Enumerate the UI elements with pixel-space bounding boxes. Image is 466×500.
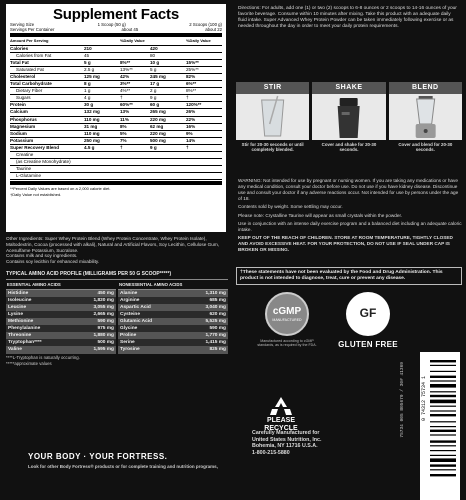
facts-row [10, 117, 222, 124]
facts-cell-db: 6%** [186, 81, 197, 87]
amino-name: Aspartic Acid [120, 304, 151, 310]
step-blend-caption: Cover and blend for 20-30 seconds. [398, 142, 453, 153]
facts-cell-a: 4 g [84, 95, 91, 101]
facts-cell-b: 265 mg [150, 109, 166, 115]
facts-cell-name: Dietary Fiber [16, 88, 43, 94]
supplement-facts-panel [6, 4, 226, 232]
amino-name: Arginine [120, 297, 140, 303]
brand-tagline-sub: Look for other Body Fortress® products or for complete training and nutrition programs, [28, 464, 218, 469]
facts-title: Supplement Facts [53, 6, 179, 23]
facts-cell-da: 8%** [120, 59, 131, 65]
allergen-statement: Contains milk and soy ingredients. [6, 253, 78, 259]
lecithin-statement: Contains soy lecithin for enhanced mixability. [6, 259, 100, 265]
amino-name: Valine [8, 347, 22, 353]
amino-name: Phenylalanine [8, 326, 41, 332]
facts-cell-name: Creatine [16, 152, 34, 157]
facts-cell-a: 8 g [84, 81, 91, 87]
amino-row [6, 339, 116, 346]
facts-cell-a: 210 [84, 45, 92, 51]
facts-cell-da: 5% [120, 130, 127, 136]
facts-cell-a: 110 mg [84, 130, 100, 136]
facts-cell-da: † [120, 95, 123, 101]
facts-cell-name: Taurine [16, 166, 32, 172]
cgmp-note: Manufactured according to cGMP standards, as is required by the FDA. [257, 339, 317, 348]
amino-row [118, 339, 228, 346]
facts-row [10, 95, 222, 102]
amino-value: 1,595 mg [93, 347, 114, 353]
amino-value: 1,820 mg [93, 297, 114, 303]
facts-cell-a: 2.5 g [84, 66, 95, 72]
facts-cell-da: 3%** [120, 81, 131, 87]
facts-cell-db [186, 166, 216, 172]
maker-line-3: Bohemia, NY 11716 U.S.A. [252, 443, 318, 449]
facts-row [10, 102, 222, 109]
amino-value: 2,665 mg [93, 311, 114, 317]
facts-cell-db: † [186, 95, 189, 101]
serving-one: 1 Scoop (50 g) [97, 22, 126, 27]
facts-cell-db: 15%** [186, 59, 199, 65]
nonessential-column [118, 282, 228, 354]
amino-name: Glutamic Acid [120, 319, 153, 325]
barcode [400, 352, 460, 500]
recycle-badge [250, 395, 312, 433]
facts-row [10, 81, 222, 88]
facts-cell-da [120, 53, 150, 59]
barcode-bar [430, 365, 456, 366]
facts-cell-a: 1 g [84, 88, 91, 94]
facts-row [10, 74, 222, 81]
cgmp-big: cGMP [272, 306, 302, 318]
amino-name: Tyrosine [120, 347, 140, 353]
amino-value: 825 mg [209, 347, 226, 353]
amino-footnote-2: *****approximate values [6, 361, 52, 367]
facts-cell-db: 8%** [186, 88, 197, 94]
facts-cell-da: 8% [120, 123, 127, 129]
settling-note: Contents sold by weight. Some settling may occur. [238, 204, 343, 210]
facts-cell-b: 5 g [150, 66, 157, 72]
facts-row [10, 166, 222, 173]
facts-cell-name: Total Fat [10, 59, 29, 65]
barcode-bar [430, 450, 456, 451]
barcode-bar [430, 360, 456, 362]
nonessential-header: NONESSENTIAL AMINO ACIDS [118, 282, 228, 290]
facts-cell-b: 500 mg [150, 137, 166, 143]
facts-cell-db: 22% [186, 116, 196, 122]
facts-column-header [10, 38, 222, 46]
facts-cell-da [120, 46, 150, 52]
facts-cell-b: 420 [150, 45, 158, 51]
col-dv-a: %Daily Value [120, 38, 145, 43]
directions-text: Directions: For adults, add one (1) or two (2) scoops to 6-8 ounces or 2 scoops to 14-16 ounces of your favorite beverage. Consume within 10 minutes after mixing. Take this product with an adequate daily fluid intake. Super Advanced Whey Protein Powder can be taken immediately following exercise or as needed throughout the day in order to meet your daily protein requirements. [238, 6, 457, 30]
facts-row [10, 173, 222, 180]
facts-cell-name: Cholesterol [10, 73, 36, 79]
facts-cell-da: 42% [120, 73, 130, 79]
ingredients-block [6, 236, 228, 265]
step-stir-label: STIR [236, 82, 309, 94]
shaker-bottle-icon [312, 94, 385, 140]
gf-mark: GF [359, 306, 377, 321]
facts-cell-da: 13%** [120, 66, 133, 72]
manufacturer-info [252, 430, 412, 456]
facts-cell-name: Protein [10, 102, 26, 108]
amino-row [118, 318, 228, 325]
amino-name: Lysine [8, 311, 24, 317]
facts-cell-da [120, 159, 150, 165]
amino-row [118, 311, 228, 318]
recycle-icon [268, 395, 294, 417]
amino-name: Leucine [8, 304, 27, 310]
facts-cell-da: 13% [120, 109, 130, 115]
facts-cell-da [120, 173, 150, 179]
facts-row [10, 53, 222, 60]
facts-cell-b: 9 g [150, 95, 157, 101]
cgmp-seal-icon [265, 292, 309, 336]
amino-row [118, 332, 228, 339]
amino-name: Methionine [8, 319, 34, 325]
col-b [150, 39, 186, 44]
facts-cell-da: 7% [120, 137, 127, 143]
barcode-bar [430, 414, 456, 416]
facts-cell-db [186, 46, 216, 52]
facts-cell-name: Total Carbohydrate [10, 81, 52, 87]
facts-cell-b [150, 152, 186, 158]
barcode-bar [430, 376, 456, 378]
amino-value: 590 mg [209, 326, 226, 332]
maker-line-2: United States Nutrition, Inc. [252, 436, 322, 443]
facts-cell-name: Saturated Fat [16, 66, 44, 72]
cgmp-badge [254, 292, 320, 348]
barcode-bar [430, 455, 456, 456]
facts-cell-name: Calcium [10, 109, 28, 115]
facts-row [10, 88, 222, 95]
amino-acid-profile [6, 272, 228, 367]
facts-row [10, 152, 222, 159]
barcode-text: 0 74312 75734 1 [421, 376, 427, 422]
facts-cell-a: 132 mg [84, 109, 100, 115]
facts-cell-name: Sugars [16, 95, 31, 101]
facts-cell-b: 220 mg [150, 116, 166, 122]
facts-row [10, 67, 222, 74]
barcode-bar [430, 440, 456, 442]
amino-value: 1,310 mg [205, 290, 226, 296]
gluten-free-label: GLUTEN FREE [338, 340, 398, 349]
facts-row [10, 145, 222, 152]
fda-disclaimer: †These statements have not been evaluated by the Food and Drug Administration. This product is not intended to diagnose, treat, cure or prevent any disease. [236, 267, 462, 285]
serving-two: 2 Scoops (100 g) [189, 22, 222, 27]
essential-column [6, 282, 116, 354]
facts-cell-b: 9 g [150, 144, 157, 150]
barcode-bar [430, 434, 456, 435]
amino-footnote-1: ****L-Tryptophan is naturally occurring. [6, 354, 80, 360]
barcode-bar [430, 421, 456, 422]
facts-cell-name: (as Creatine Monohydrate) [16, 159, 71, 165]
amino-name: Cysteine [120, 311, 140, 317]
facts-cell-name: Magnesium [10, 123, 36, 129]
barcode-code: 75734 005 B05679 / 30# 41369 [400, 362, 405, 438]
facts-cell-b: 220 mg [150, 130, 166, 136]
barcode-bar [430, 430, 456, 432]
step-blend-label: BLEND [389, 82, 462, 94]
essential-header: ESSENTIAL AMINO ACIDS [6, 282, 116, 290]
facts-row [10, 124, 222, 131]
servings-per-container-row [10, 27, 222, 32]
gluten-free-icon [346, 292, 390, 336]
facts-divider-thick [10, 33, 222, 37]
serving-size-label: Serving Size [10, 22, 35, 27]
amino-name: Threonine [8, 333, 32, 339]
barcode-bar [430, 445, 456, 446]
barcode-bar [430, 380, 456, 381]
amino-row [118, 346, 228, 353]
facts-rows [10, 46, 222, 181]
facts-cell-a: 4.5 g [84, 144, 95, 150]
amino-row [6, 304, 116, 311]
amino-row [118, 297, 228, 304]
facts-row [10, 131, 222, 138]
facts-cell-a [84, 152, 120, 158]
facts-cell-db: 16% [186, 123, 196, 129]
per-container-one: about 45 [121, 27, 139, 32]
facts-row [10, 109, 222, 116]
step-stir [236, 82, 309, 176]
facts-cell-b [150, 173, 186, 179]
barcode-bar [430, 384, 456, 388]
other-ingredients: Other Ingredients: Super Whey Protein Blend (Whey Protein Concentrate, Whey Protein Isolate), Maltodextrin, Cocoa (processed with alkali), Natural and Artificial Flavors, Soy Lecithin, Cellulose Gum, Acesulfame Potassium, Sucralose. [6, 236, 220, 253]
facts-cell-db: 120%** [186, 102, 202, 108]
facts-cell-a: 125 mg [84, 73, 100, 79]
usage-note: Use in conjunction with an intense daily exercise program and a balanced diet including an adequate caloric intake. [238, 220, 462, 232]
amino-name: Proline [120, 333, 137, 339]
warnings-block [238, 178, 462, 255]
step-shake [312, 82, 385, 176]
blender-icon [389, 94, 462, 140]
facts-cell-db: 82% [186, 73, 196, 79]
barcode-bar [430, 391, 456, 392]
facts-row [10, 138, 222, 145]
step-blend [389, 82, 462, 176]
amino-row [6, 311, 116, 318]
barcode-bar [430, 371, 456, 372]
facts-cell-a [84, 166, 120, 172]
brand-tagline: YOUR BODY · YOUR FORTRESS. [28, 452, 168, 461]
facts-cell-a [84, 159, 120, 165]
glass-icon [236, 94, 309, 140]
amino-name: Alanine [120, 290, 138, 296]
per-container-two: about 22 [205, 27, 222, 32]
facts-row [10, 159, 222, 166]
facts-row [10, 60, 222, 67]
col-dv-b: %Daily Value [186, 38, 211, 43]
facts-cell-db: 25%** [186, 66, 199, 72]
facts-cell-b: 60 g [150, 102, 160, 108]
facts-cell-a: 250 mg [84, 137, 100, 143]
facts-footnote-1: **Percent Daily Values are based on a 2,000 calorie diet. [10, 186, 111, 192]
barcode-bar [430, 469, 456, 470]
amino-value: 450 mg [97, 290, 114, 296]
per-container-label: Servings Per Container [10, 27, 55, 32]
amino-row [118, 290, 228, 297]
maker-line-1: Carefully Manufactured for [252, 430, 320, 436]
facts-cell-a: 110 mg [84, 116, 100, 122]
barcode-bar [430, 410, 456, 411]
facts-cell-db [186, 53, 216, 59]
facts-cell-name: Calories from Fat [16, 52, 52, 58]
facts-cell-da: 4%** [120, 88, 131, 94]
amino-value: 975 mg [97, 326, 114, 332]
barcode-bar [430, 464, 456, 466]
col-amount: Amount Per Serving [10, 38, 49, 43]
step-stir-caption: Stir for 20-30 seconds or until completely blended. [241, 142, 304, 153]
facts-cell-db [186, 159, 216, 165]
facts-cell-name: L-Glutamine [16, 173, 42, 179]
facts-cell-da: † [120, 144, 123, 150]
facts-cell-da: 11% [120, 116, 129, 122]
storage-note: KEEP OUT OF THE REACH OF CHILDREN. STORE AT ROOM TEMPERATURE, TIGHTLY CLOSED AND AVOID EXCESSIVE HEAT. FOR YOUR PROTECTION, DO NOT USE IF SEAL UNDER CAP IS BROKEN OR MISSING. [238, 235, 453, 253]
amino-title: TYPICAL AMINO ACID PROFILE (MILLIGRAMS PER 50 G SCOOP*****) [6, 272, 228, 280]
facts-cell-b: 2 g [150, 88, 157, 94]
amino-row [118, 325, 228, 332]
facts-cell-b [150, 159, 186, 165]
maker-phone: 1-800-215-5880 [252, 449, 290, 456]
facts-cell-name: Calories [10, 45, 29, 51]
facts-cell-a: 31 mg [84, 123, 98, 129]
facts-cell-b [150, 166, 186, 172]
facts-cell-db [186, 173, 216, 179]
amino-value: 685 mg [209, 297, 226, 303]
facts-cell-db [186, 152, 216, 158]
facts-cell-db: † [186, 144, 189, 150]
facts-cell-a [84, 173, 120, 179]
facts-cell-da: 60%** [120, 102, 133, 108]
facts-cell-a: 45 [84, 52, 90, 58]
facts-footnote-2: †Daily Value not established. [10, 192, 62, 198]
amino-value: 3,040 mg [205, 304, 226, 310]
facts-cell-db: 9% [186, 130, 193, 136]
facts-cell-b: 245 mg [150, 73, 166, 79]
facts-cell-b: 80 [150, 52, 156, 58]
amino-value: 1,880 mg [93, 333, 114, 339]
facts-cell-b: 10 g [150, 59, 160, 65]
barcode-bar [430, 400, 456, 404]
gluten-free-badge [332, 292, 404, 349]
amino-value: 590 mg [97, 319, 114, 325]
step-shake-caption: Cover and shake for 20-30 seconds. [321, 142, 377, 153]
amino-row [118, 304, 228, 311]
barcode-bar [430, 474, 456, 476]
amino-row [6, 325, 116, 332]
facts-cell-b: 17 g [150, 81, 160, 87]
facts-cell-da [120, 166, 150, 172]
facts-cell-name: Phosphorus [10, 116, 37, 122]
facts-cell-db: 26% [186, 109, 196, 115]
amino-value: 1,770 mg [205, 333, 226, 339]
barcode-bar [430, 458, 456, 462]
taurine-note: Please note: Crystalline Taurine will appear as small crystals within the powder. [238, 212, 403, 218]
barcode-bar [430, 406, 456, 407]
amino-row [6, 346, 116, 353]
amino-row [6, 290, 116, 297]
amino-value: 1,415 mg [205, 340, 226, 346]
amino-name: Tryptophan**** [8, 340, 42, 346]
mixing-steps [236, 82, 462, 176]
facts-cell-name: Super Recovery Blend [10, 144, 60, 150]
amino-name: Histidine [8, 290, 29, 296]
facts-divider-bottom [10, 181, 222, 185]
facts-cell-b: 62 mg [150, 123, 164, 129]
amino-name: Glycine [120, 326, 138, 332]
facts-row [10, 46, 222, 53]
facts-cell-a: 30 g [84, 102, 94, 108]
facts-cell-name: Sodium [10, 130, 27, 136]
amino-value: 5,525 mg [205, 319, 226, 325]
amino-name: Serine [120, 340, 135, 346]
facts-cell-a: 5 g [84, 59, 91, 65]
amino-row [6, 318, 116, 325]
amino-value: 500 mg [97, 340, 114, 346]
facts-cell-name: Potassium [10, 137, 34, 143]
barcode-bar [430, 395, 456, 397]
recycle-label: PLEASE RECYCLE [264, 417, 298, 432]
col-a [84, 39, 120, 44]
amino-value: 3,055 mg [93, 304, 114, 310]
facts-cell-da [120, 152, 150, 158]
amino-row [6, 332, 116, 339]
step-shake-label: SHAKE [312, 82, 385, 94]
barcode-bar [430, 426, 456, 427]
facts-cell-db: 14% [186, 137, 196, 143]
amino-name: Isoleucine [8, 297, 32, 303]
amino-value: 620 mg [209, 311, 226, 317]
cgmp-small: MANUFACTURED [272, 317, 302, 322]
warning-text: WARNING: Not intended for use by pregnant or nursing women. If you are taking any medications or have any medical condition, consult your doctor before use. Do not use if you have kidney disease. Discontinue use and consult your doctor if any adverse reactions occur. Not intended for use by persons under the age of 18. [238, 178, 459, 201]
amino-row [6, 297, 116, 304]
